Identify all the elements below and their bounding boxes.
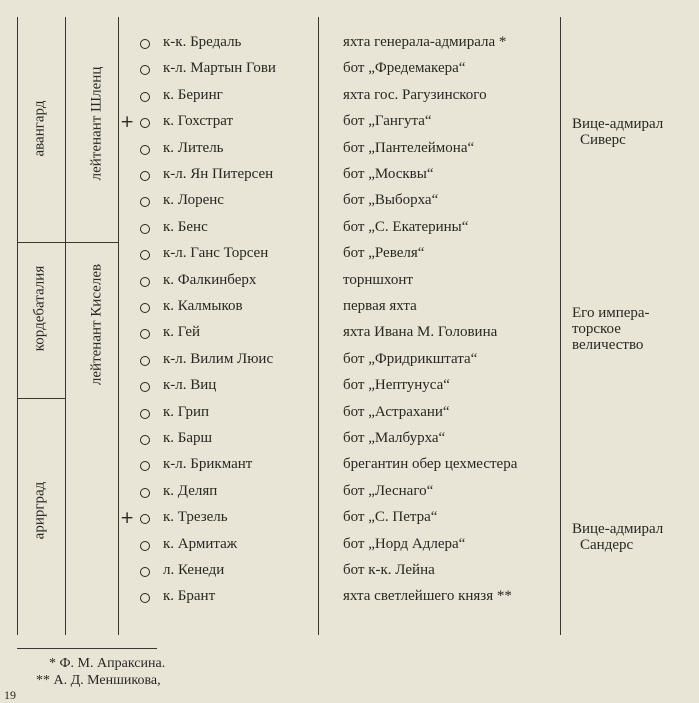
captain-name: к. Беринг (163, 86, 223, 103)
ship-row (0, 401, 699, 427)
vessel-name: бот к-к. Лейна (343, 562, 435, 578)
circle-icon (140, 303, 150, 313)
ship-row (0, 585, 699, 611)
vessel-name: яхта светлейшего князя ** (343, 588, 512, 605)
captain-name: к. Лоренс (163, 192, 224, 209)
circle-icon (140, 171, 150, 181)
vessel-name: бот „Фредемакера“ (343, 60, 466, 77)
captain-name: к-л. Ганс Торсен (163, 245, 269, 262)
ship-row (0, 163, 699, 189)
circle-icon (140, 92, 150, 102)
circle-icon (140, 409, 150, 419)
footnote-mark: * (49, 656, 56, 671)
vessel-name: бот „Москвы“ (343, 166, 434, 182)
vessel-name: яхта гос. Рагузинского (343, 86, 487, 103)
vessel-name: бот „Астрахани“ (343, 403, 450, 420)
ship-row (0, 559, 699, 585)
ship-row (0, 242, 699, 268)
captain-name: к. Брант (163, 588, 216, 605)
vessel-name: бот „Норд Адлера“ (343, 535, 466, 552)
vessel-name: бот „Гангута“ (343, 113, 432, 130)
ship-row (0, 216, 699, 242)
circle-icon (140, 435, 150, 445)
commander-center (572, 305, 650, 353)
footnote-rule (17, 648, 157, 649)
circle-icon (140, 197, 150, 207)
circle-icon (140, 514, 150, 524)
circle-icon (140, 461, 150, 471)
vessel-name: яхта Ивана М. Головина (343, 324, 498, 341)
vessel-name: бот „С. Петра“ (343, 509, 438, 526)
captain-name: к. Грип (163, 403, 210, 420)
vessel-name: торншхонт (343, 271, 413, 288)
loss-mark: + (120, 112, 135, 133)
vessel-name: бот „Выборха“ (343, 192, 439, 209)
commander-line: Сандерс (580, 537, 634, 553)
vessel-name: бот „Леснаго“ (343, 482, 434, 499)
captain-name: к-л. Вилим Люис (163, 350, 274, 367)
captain-name: к-л. Брикмант (163, 456, 253, 473)
commander-line: Вице-адмирал (572, 521, 664, 537)
captain-name: к-л. Виц (163, 377, 217, 394)
circle-icon (140, 593, 150, 603)
division-label-center: кордебаталия (31, 265, 48, 352)
footnote (49, 656, 165, 672)
captain-name: к. Фалкинберх (163, 271, 257, 288)
vessel-name: бот „Нептунуса“ (343, 377, 450, 394)
ship-row (0, 84, 699, 110)
division-label-vanguard: авангард (31, 100, 48, 157)
footnote-text: Ф. М. Апраксина. (59, 656, 166, 671)
page-number: 19 (4, 688, 16, 702)
ship-row (0, 31, 699, 57)
vessel-name: первая яхта (343, 298, 417, 314)
captain-name: к. Барш (163, 430, 213, 446)
commander-rear (572, 521, 663, 553)
circle-icon (140, 224, 150, 234)
circle-icon (140, 250, 150, 260)
vessel-name: бот „Фридрикштата“ (343, 350, 478, 367)
ship-row (0, 427, 699, 453)
captain-name: к. Калмыков (163, 298, 243, 314)
vessel-name: яхта генерала-адмирала * (343, 34, 507, 50)
ship-row (0, 57, 699, 83)
commander-line: величество (572, 337, 644, 353)
ship-row (0, 480, 699, 506)
captain-name: к-л. Мартын Гови (163, 60, 276, 77)
footnote-text: А. Д. Меншикова, (53, 673, 161, 688)
circle-icon (140, 329, 150, 339)
lieutenant-label-kiselev: лейтенант Киселев (88, 263, 105, 386)
vessel-name: бот „Малбурха“ (343, 430, 446, 446)
captain-name: к. Деляп (163, 482, 218, 499)
commander-line: Сиверс (580, 132, 626, 148)
captain-name: к. Бенс (163, 218, 208, 235)
loss-mark: + (120, 508, 135, 529)
circle-icon (140, 39, 150, 49)
lieutenant-label-shlents: лейтенант Шленц (88, 66, 105, 181)
division-label-rear: арирград (31, 481, 48, 540)
ship-row (0, 189, 699, 215)
ship-row (0, 453, 699, 479)
captain-name: л. Кенеди (163, 562, 225, 578)
ship-row (0, 374, 699, 400)
captain-name: к. Литель (163, 139, 224, 156)
commander-line: торское (572, 321, 621, 337)
ship-row (0, 269, 699, 295)
vessel-name: бот „Пантелеймона“ (343, 139, 475, 156)
circle-icon (140, 488, 150, 498)
vessel-name: бот „Ревеля“ (343, 245, 425, 262)
commander-line: Его импера- (572, 305, 650, 321)
circle-icon (140, 541, 150, 551)
circle-icon (140, 65, 150, 75)
circle-icon (140, 356, 150, 366)
captain-name: к. Армитаж (163, 535, 238, 552)
captain-name: к. Гохстрат (163, 113, 234, 130)
captain-name: к-к. Бредаль (163, 34, 242, 50)
captain-name: к. Трезель (163, 509, 228, 526)
commander-line: Вице-адмирал (572, 116, 664, 132)
circle-icon (140, 382, 150, 392)
circle-icon (140, 277, 150, 287)
circle-icon (140, 118, 150, 128)
captain-name: к. Гей (163, 324, 201, 341)
circle-icon (140, 145, 150, 155)
footnote (36, 673, 161, 689)
vessel-name: брегантин обер цехместера (343, 456, 518, 473)
footnote-mark: ** (36, 673, 50, 688)
circle-icon (140, 567, 150, 577)
captain-name: к-л. Ян Питерсен (163, 166, 274, 182)
commander-vanguard (572, 116, 663, 148)
vessel-name: бот „С. Екатерины“ (343, 218, 469, 235)
